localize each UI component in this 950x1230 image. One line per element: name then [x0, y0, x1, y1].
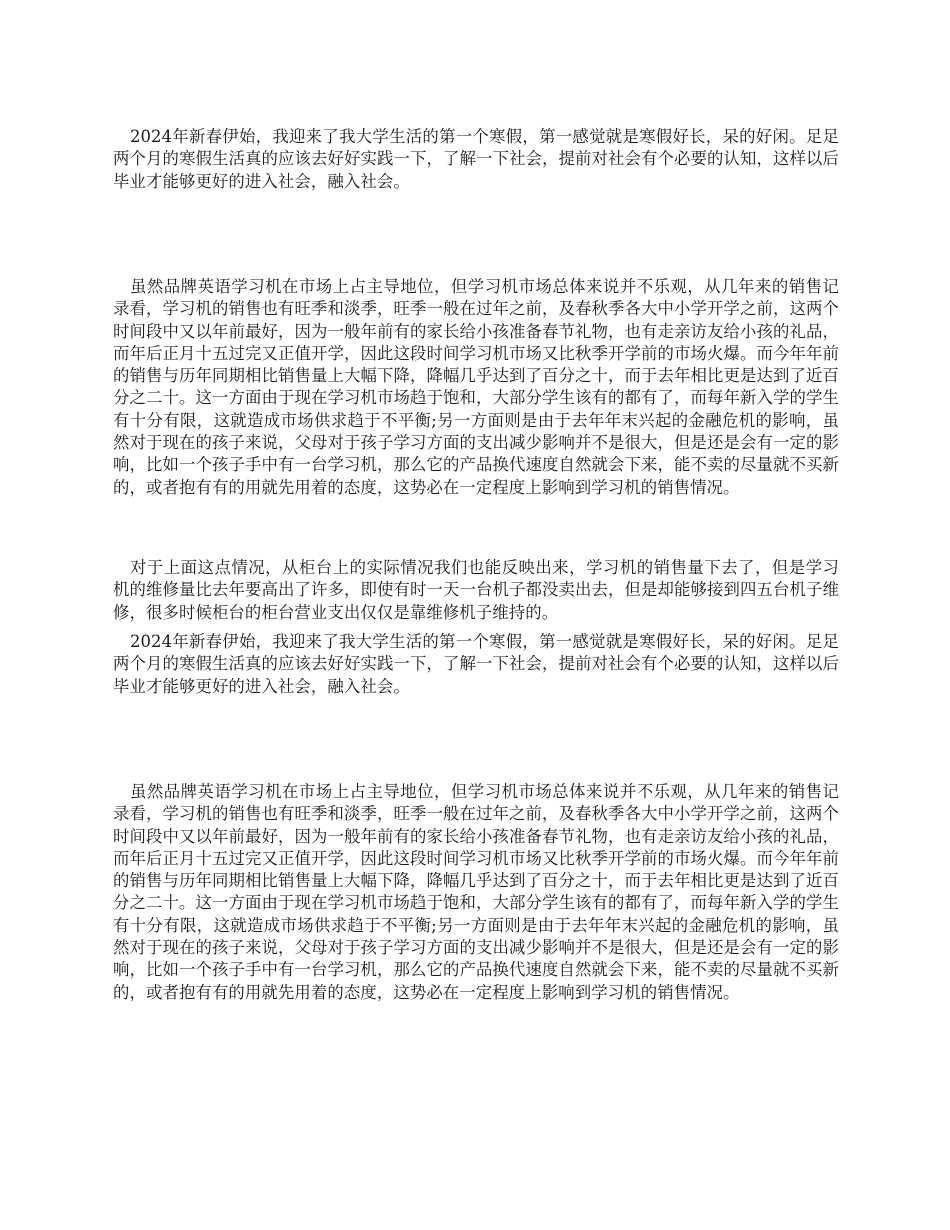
- repair-observation-paragraph: 对于上面这点情况，从柜台上的实际情况我们也能反映出来，学习机的销售量下去了，但是学习机的维修量比去年要高出了许多，即使有时一天一台机子都没卖出去，但是却能够接到四五台机子维修，很多时候柜台的柜台营业支出仅仅是靠维修机子维持的。: [113, 558, 839, 622]
- intro-paragraph-repeat: 2024年新春伊始，我迎来了我大学生活的第一个寒假，第一感觉就是寒假好长，呆的好闲。足足两个月的寒假生活真的应该去好好实践一下，了解一下社会，提前对社会有个必要的认知，这样以后毕业才能够更好的进入社会，融入社会。: [113, 632, 839, 696]
- market-analysis-paragraph: 虽然品牌英语学习机在市场上占主导地位，但学习机市场总体来说并不乐观，从几年来的销售记录看，学习机的销售也有旺季和淡季，旺季一般在过年之前，及春秋季各大中小学开学之前，这两个时间段中又以年前最好，因为一般年前有的家长给小孩准备春节礼物，也有走亲访友给小孩的礼品，而年后正月十五过完又正值开学，因此这段时间学习机市场又比秋季开学前的市场火爆。而今年年前的销售与历年同期相比销售量上大幅下降，降幅几乎达到了百分之十，而于去年相比更是达到了近百分之二十。这一方面由于现在学习机市场趋于饱和，大部分学生该有的都有了，而每年新入学的学生有十分有限，这就造成市场供求趋于不平衡;另一方面则是由于去年年末兴起的金融危机的影响，虽然对于现在的孩子来说，父母对于孩子学习方面的支出减少影响并不是很大，但是还是会有一定的影响，比如一个孩子手中有一台学习机，那么它的产品换代速度自然就会下来，能不卖的尽量就不买新的，或者抱有有的用就先用着的态度，这势必在一定程度上影响到学习机的销售情况。: [113, 277, 839, 497]
- market-analysis-paragraph-repeat: 虽然品牌英语学习机在市场上占主导地位，但学习机市场总体来说并不乐观，从几年来的销售记录看，学习机的销售也有旺季和淡季，旺季一般在过年之前，及春秋季各大中小学开学之前，这两个时间段中又以年前最好，因为一般年前有的家长给小孩准备春节礼物，也有走亲访友给小孩的礼品，而年后正月十五过完又正值开学，因此这段时间学习机市场又比秋季开学前的市场火爆。而今年年前的销售与历年同期相比销售量上大幅下降，降幅几乎达到了百分之十，而于去年相比更是达到了近百分之二十。这一方面由于现在学习机市场趋于饱和，大部分学生该有的都有了，而每年新入学的学生有十分有限，这就造成市场供求趋于不平衡;另一方面则是由于去年年末兴起的金融危机的影响，虽然对于现在的孩子来说，父母对于孩子学习方面的支出减少影响并不是很大，但是还是会有一定的影响，比如一个孩子手中有一台学习机，那么它的产品换代速度自然就会下来，能不卖的尽量就不买新的，或者抱有有的用就先用着的态度，这势必在一定程度上影响到学习机的销售情况。: [113, 782, 839, 1002]
- intro-paragraph: 2024年新春伊始，我迎来了我大学生活的第一个寒假，第一感觉就是寒假好长，呆的好闲。足足两个月的寒假生活真的应该去好好实践一下，了解一下社会，提前对社会有个必要的认知，这样以后毕业才能够更好的进入社会，融入社会。: [113, 127, 839, 191]
